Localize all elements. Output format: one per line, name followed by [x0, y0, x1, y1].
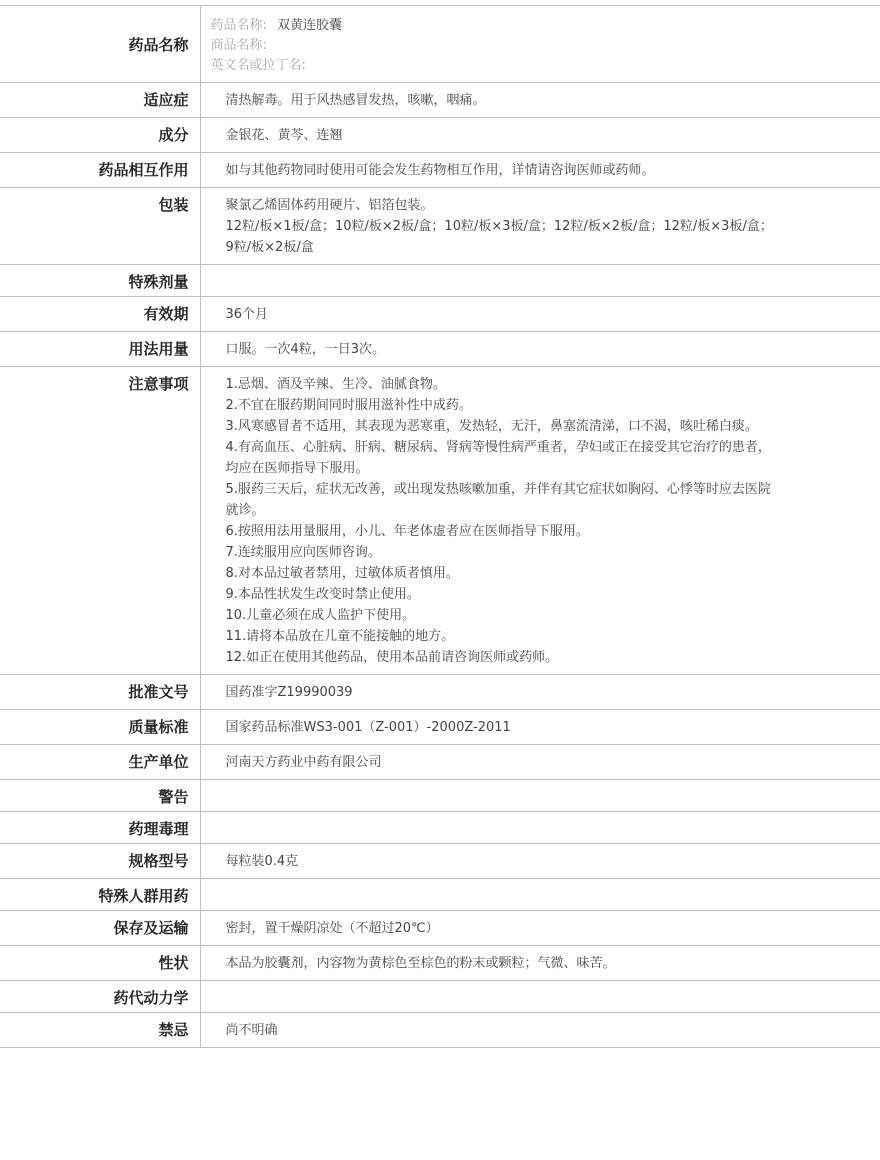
- row-value: [200, 981, 880, 1013]
- row-ingredients: [0, 118, 880, 153]
- value-line: 金银花、黄芩、连翘: [225, 128, 343, 143]
- value-line: 12.如正在使用其他药品，使用本品前请咨询医师或药师。: [225, 650, 559, 665]
- row-value: [200, 780, 880, 812]
- value-line: 聚氯乙烯固体药用硬片、铝箔包装。: [225, 198, 434, 213]
- row-label: 禁忌: [0, 1013, 200, 1048]
- row-description: [0, 946, 880, 981]
- row-value: [200, 675, 880, 710]
- row-label: 生产单位: [0, 745, 200, 780]
- value-line: 本品为胶囊剂，内容物为黄棕色至棕色的粉末或颗粒；气微、味苦。: [225, 956, 616, 971]
- row-toxicology: [0, 812, 880, 844]
- row-special-population: [0, 879, 880, 911]
- drug-name-label: 药品名称:: [210, 18, 267, 33]
- row-value: [200, 710, 880, 745]
- row-label: 质量标准: [0, 710, 200, 745]
- row-specification: [0, 844, 880, 879]
- value-line: 11.请将本品放在儿童不能接触的地方。: [225, 629, 455, 644]
- row-precautions: [0, 367, 880, 675]
- value-line: 国家药品标准WS3-001（Z-001）-2000Z-2011: [225, 720, 511, 735]
- row-manufacturer: [0, 745, 880, 780]
- drug-name-line: [211, 16, 871, 36]
- drug-info-table: [0, 5, 880, 1048]
- row-label: 注意事项: [0, 367, 200, 675]
- drug-info-table-body: [0, 6, 880, 1048]
- value-line: 国药准字Z19990039: [225, 685, 353, 700]
- row-label: 特殊人群用药: [0, 879, 200, 911]
- row-value: [200, 188, 880, 265]
- value-line: 每粒装0.4克: [225, 854, 299, 869]
- value-line: 7.连续服用应向医师咨询。: [225, 545, 381, 560]
- value-line: 尚不明确: [225, 1023, 278, 1038]
- row-label: 批准文号: [0, 675, 200, 710]
- row-shelf-life: [0, 297, 880, 332]
- row-dosage: [0, 332, 880, 367]
- value-line: 口服。一次4粒，一日3次。: [225, 342, 386, 357]
- row-pharmacokinetics: [0, 981, 880, 1013]
- row-packaging: [0, 188, 880, 265]
- row-label: 适应症: [0, 83, 200, 118]
- row-value: [200, 911, 880, 946]
- row-value: [200, 83, 880, 118]
- row-label: 规格型号: [0, 844, 200, 879]
- row-value: [200, 812, 880, 844]
- value-line: 3.风寒感冒者不适用，其表现为恶寒重，发热轻，无汗，鼻塞流清涕，口不渴，咳吐稀白痰。: [225, 419, 758, 434]
- row-special-dosage: [0, 265, 880, 297]
- value-line: 清热解毒。用于风热感冒发热，咳嗽，咽痛。: [225, 93, 486, 108]
- row-label: 用法用量: [0, 332, 200, 367]
- value-line: 12粒/板×1板/盒；10粒/板×2板/盒；10粒/板×3板/盒；12粒/板×2板/盒；12粒/板×3板/盒；9粒/板×2板/盒: [225, 219, 773, 255]
- value-line: 6.按照用法用量服用，小儿、年老体虚者应在医师指导下服用。: [225, 524, 589, 539]
- row-label: 性状: [0, 946, 200, 981]
- row-warning: [0, 780, 880, 812]
- row-quality-standard: [0, 710, 880, 745]
- value-line: 8.对本品过敏者禁用，过敏体质者慎用。: [225, 566, 459, 581]
- row-label: 保存及运输: [0, 911, 200, 946]
- row-label: 药理毒理: [0, 812, 200, 844]
- row-value: [200, 745, 880, 780]
- value-line: 如与其他药物同时使用可能会发生药物相互作用，详情请咨询医师或药师。: [225, 163, 655, 178]
- row-label: 药品相互作用: [0, 153, 200, 188]
- value-line: 河南天方药业中药有限公司: [225, 755, 382, 770]
- row-value: [200, 118, 880, 153]
- value-line: 10.儿童必须在成人监护下使用。: [225, 608, 416, 623]
- row-value: [200, 265, 880, 297]
- value-line: 1.忌烟、酒及辛辣、生冷、油腻食物。: [225, 377, 446, 392]
- value-line: 密封，置干燥阴凉处（不超过20℃）: [225, 921, 439, 936]
- row-approval-number: [0, 675, 880, 710]
- row-label: 警告: [0, 780, 200, 812]
- value-line: 9.本品性状发生改变时禁止使用。: [225, 587, 420, 602]
- drug-name-value: 双黄连胶囊: [277, 18, 343, 33]
- row-label: 药代动力学: [0, 981, 200, 1013]
- row-value: [200, 879, 880, 911]
- row-label: 成分: [0, 118, 200, 153]
- row-interactions: [0, 153, 880, 188]
- english-name-label: 英文名或拉丁名:: [210, 58, 306, 73]
- trade-name-label: 商品名称:: [210, 38, 267, 53]
- row-value: [200, 153, 880, 188]
- row-label: 特殊剂量: [0, 265, 200, 297]
- value-line: 2.不宜在服药期间同时服用滋补性中成药。: [225, 398, 472, 413]
- row-indications: [0, 83, 880, 118]
- row-label: 有效期: [0, 297, 200, 332]
- row-drug-name: [0, 6, 880, 83]
- drug-name-block: [200, 6, 880, 83]
- row-value: [200, 844, 880, 879]
- row-value: [200, 332, 880, 367]
- value-line: 5.服药三天后，症状无改善，或出现发热咳嗽加重，并伴有其它症状如胸闷、心悸等时应去医院就诊。: [225, 482, 771, 518]
- row-value: [200, 946, 880, 981]
- row-label: 包装: [0, 188, 200, 265]
- row-contraindications: [0, 1013, 880, 1048]
- row-value: [200, 297, 880, 332]
- row-value: [200, 1013, 880, 1048]
- value-line: 4.有高血压、心脏病、肝病、糖尿病、肾病等慢性病严重者，孕妇或正在接受其它治疗的患者，均应在医师指导下服用。: [225, 440, 771, 476]
- row-label: 药品名称: [0, 6, 200, 83]
- value-line: 36个月: [225, 307, 269, 322]
- row-value: [200, 367, 880, 675]
- row-storage: [0, 911, 880, 946]
